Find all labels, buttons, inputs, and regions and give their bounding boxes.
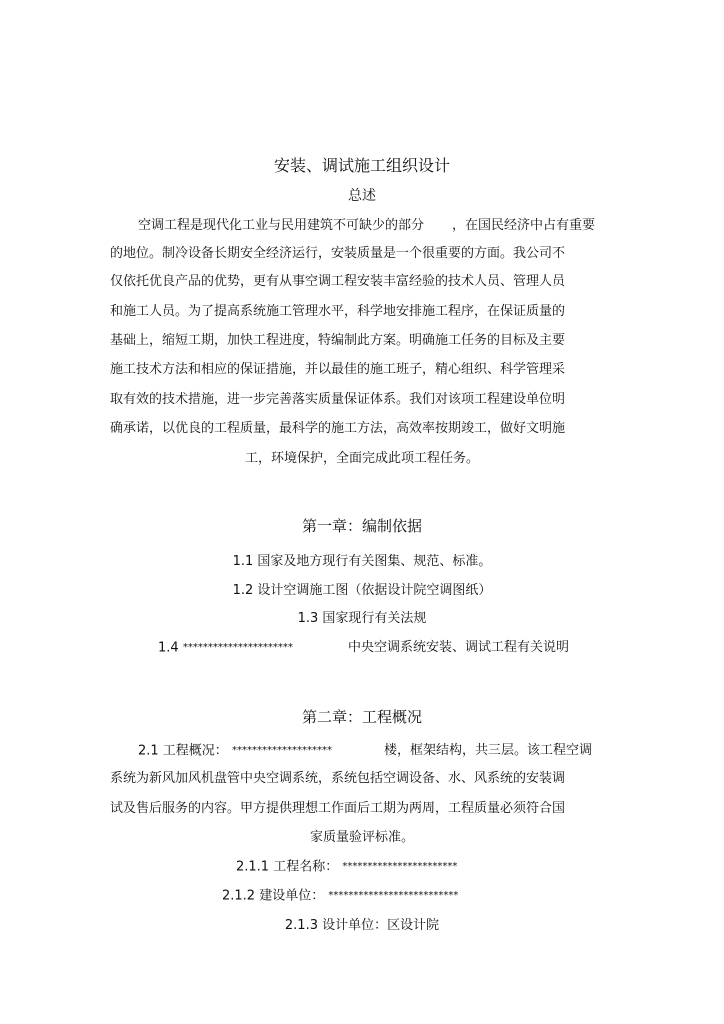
chapter2-heading: 第二章：工程概况 bbox=[301, 708, 422, 726]
chapter1-item-1: 1.1 国家及地方现行有关图集、规范、标准。 bbox=[232, 554, 492, 569]
project-name-redacted: *********************** bbox=[342, 861, 458, 872]
chapter2-item-name bbox=[236, 858, 457, 877]
chapter2-item-builder bbox=[222, 887, 458, 906]
builder-label: 2.1.2 建设单位： bbox=[222, 888, 325, 904]
chapter1-item-4-text: 中央空调系统安装、调试工程有关说明 bbox=[348, 640, 570, 655]
builder-redacted: ************************** bbox=[328, 890, 459, 901]
chapter1-item-3: 1.3 国家现行有关法规 bbox=[297, 611, 427, 626]
overview-line-8: 确承诺，以优良的工程质量，最科学的施工方法，高效率按期竣工，做好文明施 bbox=[110, 421, 566, 436]
chapter2-para-line-4: 家质量验评标准。 bbox=[309, 830, 414, 845]
overview-line-6: 施工技术方法和相应的保证措施，并以最佳的施工班子，精心组织、科学管理采 bbox=[110, 362, 566, 377]
chapter2-item-designer: 2.1.3 设计单位：区设计院 bbox=[284, 918, 440, 933]
chapter1-item-4 bbox=[158, 639, 293, 658]
chapter2-para-line-1a bbox=[138, 742, 332, 761]
document-title: 安装、调试施工组织设计 bbox=[273, 156, 450, 175]
chapter2-para-line-2: 系统为新风加风机盘管中央空调系统，系统包括空调设备、水、风系统的安装调 bbox=[110, 771, 566, 786]
overview-heading: 总述 bbox=[348, 188, 376, 204]
overview-line-5: 基础上，缩短工期，加快工程进度，特编制此方案。明确施工任务的目标及主要 bbox=[110, 333, 566, 348]
overview-line-3: 仅依托优良产品的优势，更有从事空调工程安装丰富经验的技术人员、管理人员 bbox=[110, 274, 566, 289]
chapter2-para-redacted: ******************** bbox=[231, 745, 332, 756]
chapter2-para-line-1b: 楼，框架结构，共三层。该工程空调 bbox=[384, 743, 593, 758]
overview-line-1b: ，在国民经济中占有重要 bbox=[452, 218, 596, 233]
chapter1-item-4-redacted: ********************** bbox=[182, 642, 293, 653]
overview-line-2: 的地位。制冷设备长期安全经济运行，安装质量是一个很重要的方面。我公司不 bbox=[110, 246, 566, 261]
chapter1-item-4-number: 1.4 bbox=[158, 640, 179, 656]
chapter2-para-label: 2.1 工程概况： bbox=[138, 743, 228, 759]
project-name-label: 2.1.1 工程名称： bbox=[236, 859, 339, 875]
overview-line-1a: 空调工程是现代化工业与民用建筑不可缺少的部分 bbox=[138, 218, 425, 233]
chapter1-item-2: 1.2 设计空调施工图（依据设计院空调图纸） bbox=[232, 583, 492, 598]
overview-last-line: 工，环境保护，全面完成此项工程任务。 bbox=[244, 451, 479, 466]
overview-line-4: 和施工人员。为了提高系统施工管理水平，科学地安排施工程序，在保证质量的 bbox=[110, 304, 566, 319]
overview-line-7: 取有效的技术措施，进一步完善落实质量保证体系。我们对该项工程建设单位明 bbox=[110, 392, 566, 407]
chapter2-para-line-3: 试及售后服务的内容。甲方提供理想工作面后工期为两周，工程质量必须符合国 bbox=[110, 801, 566, 816]
chapter1-heading: 第一章：编制依据 bbox=[301, 517, 422, 535]
